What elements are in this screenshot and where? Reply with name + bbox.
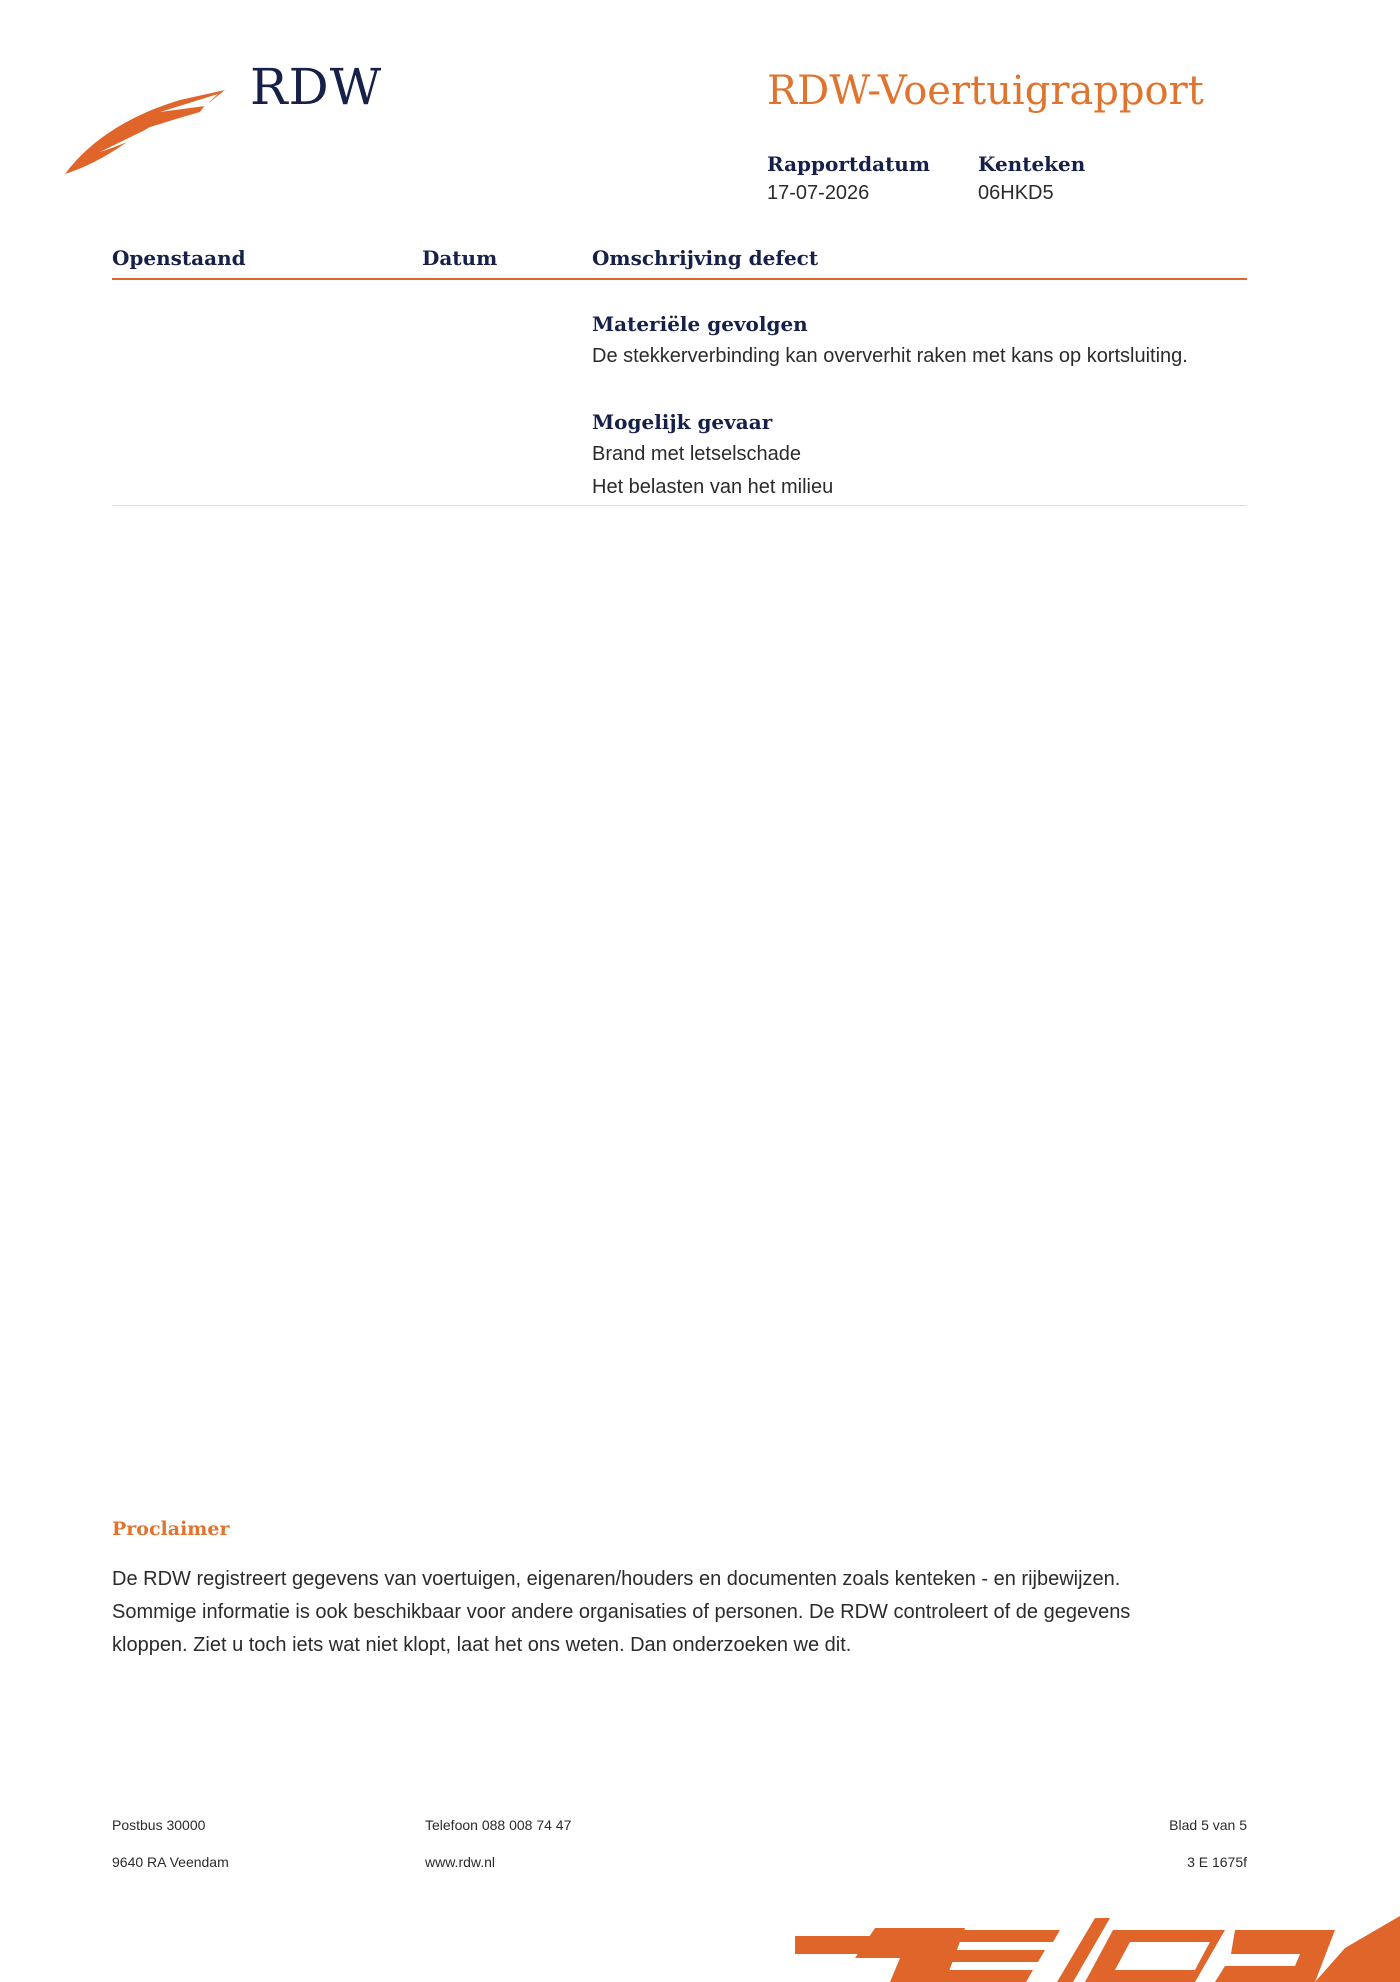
footer-page-number: Blad 5 van 5 <box>1169 1817 1247 1833</box>
footer-address: 9640 RA Veendam <box>112 1854 229 1870</box>
footer-phone: Telefoon 088 008 74 47 <box>425 1817 572 1833</box>
section-line: De stekkerverbinding kan oververhit raken met kans op kortsluiting. <box>592 345 1188 367</box>
kenteken-label: Kenteken <box>978 152 1086 176</box>
section-heading-materiele-gevolgen: Materiële gevolgen <box>592 312 808 336</box>
footer-code: 3 E 1675f <box>1187 1854 1247 1870</box>
section-line: Brand met letselschade <box>592 443 802 465</box>
table-header <box>112 246 1247 280</box>
section-line: Het belasten van het milieu <box>592 476 834 498</box>
column-header-openstaand: Openstaand <box>112 246 246 270</box>
column-header-omschrijving: Omschrijving defect <box>592 246 819 270</box>
proclaimer-heading: Proclaimer <box>112 1518 230 1540</box>
logo-text: RDW <box>250 58 383 116</box>
proclaimer-line: kloppen. Ziet u toch iets wat niet klopt, laat het ons weten. Dan onderzoeken we dit. <box>112 1634 852 1656</box>
rapportdatum-label: Rapportdatum <box>767 152 931 176</box>
footer-postbus: Postbus 30000 <box>112 1817 206 1833</box>
kenteken-value: 06HKD5 <box>978 182 1054 204</box>
rdw-logo-icon <box>60 60 240 180</box>
proclaimer-text <box>112 1563 1252 1662</box>
footer-website-link[interactable]: www.rdw.nl <box>425 1854 496 1870</box>
proclaimer-line: Sommige informatie is ook beschikbaar voor andere organisaties of personen. De RDW controleert of de gegevens <box>112 1601 1131 1623</box>
rdw-stripes-graphic-icon <box>795 1908 1400 1982</box>
section-heading-mogelijk-gevaar: Mogelijk gevaar <box>592 410 773 434</box>
report-title: RDW-Voertuigrapport <box>767 68 1204 114</box>
proclaimer-line: De RDW registreert gegevens van voertuigen, eigenaren/houders en documenten zoals kenteken - en rijbewijzen. <box>112 1568 1121 1590</box>
rapportdatum-value: 17-07-2026 <box>767 182 870 204</box>
column-header-datum: Datum <box>422 246 498 270</box>
row-divider <box>112 505 1247 506</box>
